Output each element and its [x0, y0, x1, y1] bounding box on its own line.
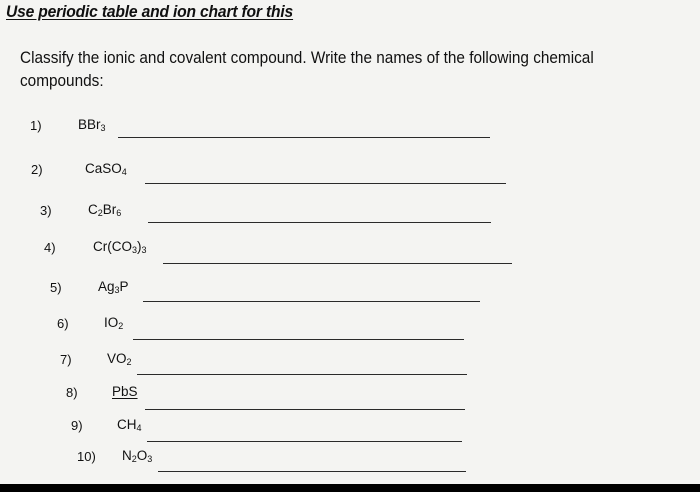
answer-line[interactable] [145, 409, 465, 410]
chemical-formula: $CH_4$ [117, 417, 142, 433]
answer-line[interactable] [163, 263, 512, 264]
answer-line[interactable] [148, 222, 491, 223]
answer-line[interactable] [118, 137, 490, 138]
answer-line[interactable] [133, 339, 464, 340]
answer-line[interactable] [145, 183, 506, 184]
chemical-formula: $Cr(CO_3)_3$ [93, 239, 147, 255]
question-number: 4) [44, 240, 56, 255]
chemical-formula: PbS [112, 384, 138, 399]
answer-line[interactable] [143, 301, 480, 302]
question-number: 9) [71, 418, 83, 433]
chemical-formula: $N_2O_3$ [122, 448, 153, 464]
answer-line[interactable] [137, 374, 467, 375]
question-number: 7) [60, 352, 72, 367]
question-number: 10) [77, 449, 96, 464]
question-number: 1) [30, 118, 42, 133]
question-number: 3) [40, 203, 52, 218]
chemical-formula: $VO_2$ [107, 351, 132, 367]
question-number: 8) [66, 385, 78, 400]
chemical-formula: $Ag_3P$ [98, 279, 129, 295]
question-number: 5) [50, 280, 62, 295]
question-number: 2) [31, 162, 43, 177]
answer-line[interactable] [158, 471, 466, 472]
answer-line[interactable] [147, 441, 462, 442]
chemical-formula: BBr$_3$ [78, 117, 106, 133]
worksheet-title: Use periodic table and ion chart for this [6, 2, 294, 21]
question-number: 6) [57, 316, 69, 331]
chemical-formula: $C_2Br_6$ [88, 202, 122, 218]
chemical-formula: $IO_2$ [104, 315, 124, 331]
scan-border [0, 484, 700, 492]
chemical-formula: CaSO$_4$ [85, 161, 127, 177]
instructions-text: Classify the ionic and covalent compound. Write the names of the following chemical compounds: [20, 49, 594, 90]
